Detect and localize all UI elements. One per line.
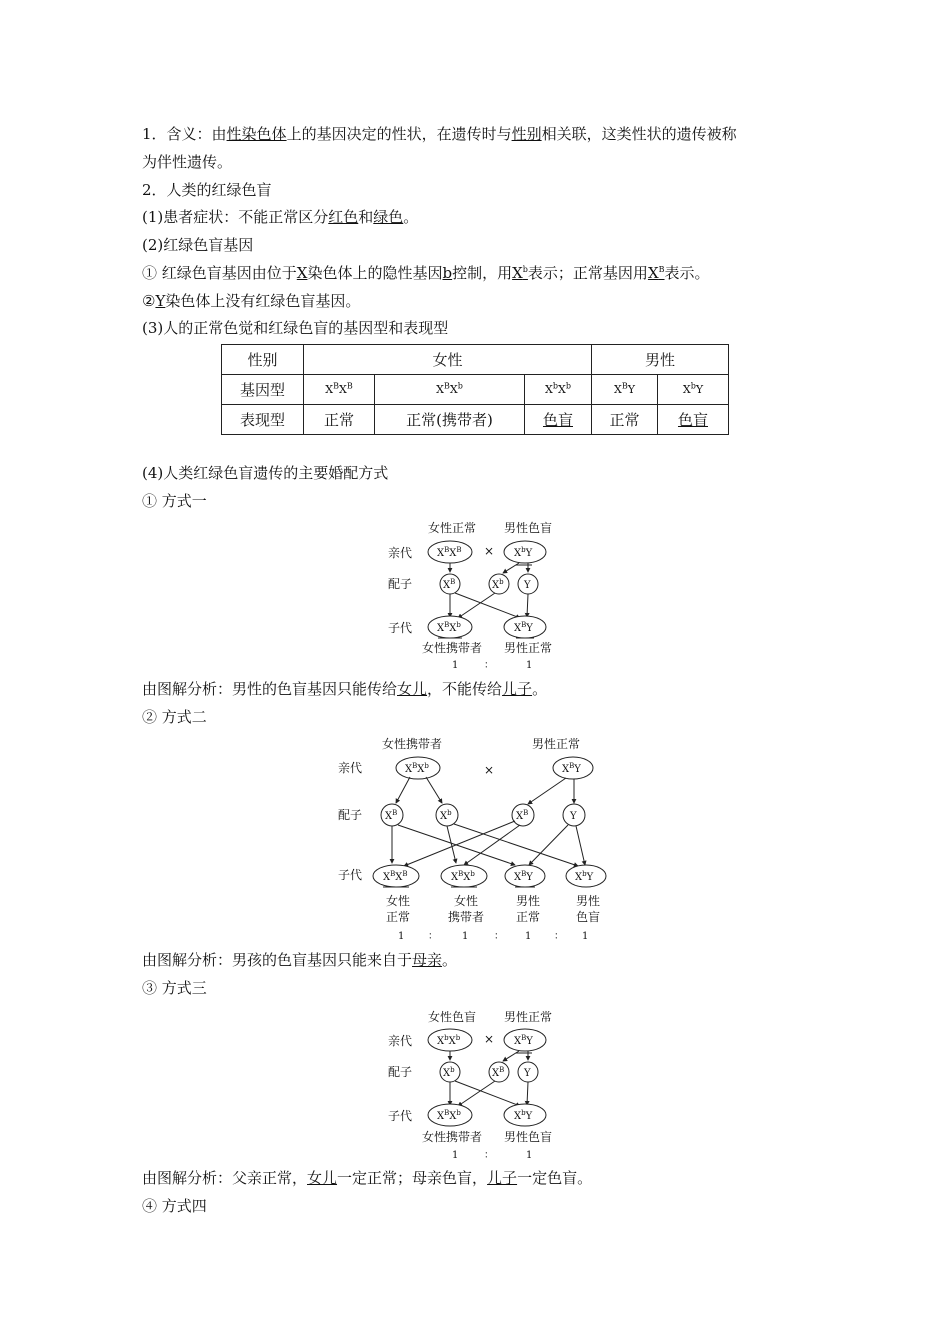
symptom-line [142, 207, 418, 227]
cross-diagram-3 [380, 1008, 580, 1163]
ratio-value: 1 [525, 931, 532, 942]
ratio-value: 1 [582, 931, 589, 942]
text: 由图解分析：男孩的色盲基因只能来自于 [142, 951, 413, 969]
gamete-row-label: 配子 [338, 808, 363, 822]
genotype-label: $X^BY$ [562, 762, 581, 775]
genotype-XBY: $X^BY$ [592, 375, 658, 405]
text: 染色体上的隐性基因 [307, 264, 443, 282]
cross-symbol: × [484, 544, 495, 558]
arrow [464, 825, 520, 865]
gamete-label: $X^B$ [492, 1066, 505, 1079]
answer-son: 儿子 [502, 680, 533, 698]
offspring-label: $X^bY$ [514, 1109, 533, 1122]
gamete-label: $X^b$ [440, 809, 452, 822]
offspring-phenotype: 女性携带者 [422, 641, 483, 655]
ratio-colon: ： [484, 660, 494, 671]
arrow [426, 777, 442, 803]
text: 表示；正常基因用 [527, 264, 648, 282]
arrow [503, 1051, 519, 1061]
answer-daughter: 女儿 [397, 680, 428, 698]
text: (1)患者症状：不能正常区分 [142, 208, 329, 226]
gamete-label: $X^b$ [443, 1066, 455, 1079]
offspring-row-label: 子代 [388, 1109, 413, 1123]
genotype-XbXb: $X^bX^b$ [525, 375, 592, 405]
arrow [396, 777, 410, 803]
subtitle-table: (3)人的正常色觉和红绿色盲的基因型和表现型 [142, 319, 449, 337]
definition-text: 上的基因决定的性状，在遗传时与 [286, 125, 512, 143]
table-header-female: 女性 [304, 345, 592, 375]
section-title: 2．人类的红绿色盲 [142, 181, 272, 199]
answer-x: X [296, 264, 308, 282]
gamete-label: $X^B$ [516, 809, 529, 822]
definition-line-2: 为伴性遗传。 [142, 153, 233, 171]
parent-row-label: 亲代 [388, 546, 413, 560]
offspring-phenotype: 男性 [516, 894, 541, 908]
text: 控制，用 [452, 264, 513, 282]
genotype-table [221, 344, 729, 435]
offspring-label: $X^BY$ [514, 870, 533, 883]
parent-female-label: 女性色盲 [428, 1010, 477, 1024]
genotype-XBXb: $X^BX^b$ [375, 375, 525, 405]
arrow [455, 593, 520, 618]
arrow [455, 1081, 520, 1106]
ratio-value: 1 [462, 931, 469, 942]
analysis-1 [142, 679, 547, 699]
gamete-row-label: 配子 [388, 577, 413, 591]
ratio-value: 1 [398, 931, 405, 942]
offspring-phenotype: 女性携带者 [422, 1130, 483, 1144]
method-2-title: ② 方式二 [142, 708, 207, 726]
genotype-XBXb-label: $X^BX^B$ [437, 546, 462, 559]
gene-line-2 [142, 291, 360, 311]
arrow [454, 824, 578, 866]
method-1-title: ① 方式一 [142, 492, 207, 510]
text: 和 [358, 208, 374, 226]
offspring-phenotype: 色盲 [576, 910, 601, 924]
offspring-label: $X^BX^B$ [383, 870, 408, 883]
arrow [576, 826, 585, 865]
offspring-label: $X^BX^b$ [437, 1109, 461, 1122]
phenotype-cell: 色盲 [525, 405, 592, 435]
gamete-label: $X^B$ [443, 578, 456, 591]
answer-sex: 性别 [511, 125, 542, 143]
parent-male-label: 男性色盲 [504, 521, 553, 535]
definition-line-1 [142, 124, 737, 144]
method-4-title: ④ 方式四 [142, 1197, 207, 1215]
phenotype-cell: 正常(携带者) [375, 405, 525, 435]
text: 。 [442, 951, 458, 969]
offspring-label: $X^BX^b$ [437, 621, 461, 634]
text: 染色体上没有红绿色盲基因。 [165, 292, 361, 310]
ratio-value: 1 [452, 1150, 459, 1161]
genotype-label: $X^bX^b$ [437, 1034, 461, 1047]
offspring-label: $X^bY$ [575, 870, 594, 883]
offspring-label: $X^BX^b$ [451, 870, 475, 883]
genotype-XBXB: $X^BX^B$ [304, 375, 375, 405]
answer-b: b [442, 264, 453, 282]
cross-diagram-1 [380, 520, 580, 672]
definition-text: 相关联，这类性状的遗传被称 [541, 125, 737, 143]
parent-female-label: 女性携带者 [382, 737, 443, 751]
gamete-label: $X^b$ [492, 578, 504, 591]
phenotype-cell: 色盲 [658, 405, 729, 435]
table-row [222, 345, 729, 375]
text: ，不能传给 [427, 680, 503, 698]
answer-daughter: 女儿 [307, 1169, 338, 1187]
parent-row-label: 亲代 [338, 761, 363, 775]
text: 一定正常；母亲色盲， [337, 1169, 488, 1187]
answer-mother: 母亲 [412, 951, 443, 969]
arrow [527, 594, 528, 617]
answer-red: 红色 [328, 208, 359, 226]
arrow [529, 825, 568, 865]
answer-green: 绿色 [373, 208, 404, 226]
answer-xb: $X^b$ [512, 264, 528, 282]
offspring-phenotype: 男性正常 [504, 641, 553, 655]
arrow [527, 1082, 528, 1105]
phenotype-cell: 正常 [304, 405, 375, 435]
table-header-male: 男性 [592, 345, 729, 375]
subtitle-marriage: (4)人类红绿色盲遗传的主要婚配方式 [142, 464, 389, 482]
method-3-title: ③ 方式三 [142, 979, 207, 997]
text: 由图解分析：男性的色盲基因只能传给 [142, 680, 398, 698]
ratio-value: 1 [452, 660, 459, 671]
genotype-label: $X^BY$ [514, 1034, 533, 1047]
row-label-genotype: 基因型 [222, 375, 304, 405]
table-row [222, 375, 729, 405]
parent-row-label: 亲代 [388, 1034, 413, 1048]
analysis-2 [142, 950, 457, 970]
text: 表示。 [664, 264, 710, 282]
answer-xB: $X^B$ [647, 264, 665, 282]
analysis-3 [142, 1168, 592, 1188]
ratio-colon: ： [554, 931, 564, 942]
ratio-value: 1 [526, 1150, 533, 1161]
offspring-phenotype: 男性 [576, 894, 601, 908]
gamete-label: Y [524, 580, 531, 591]
gamete-label: $X^B$ [385, 809, 398, 822]
answer-sex-chromosome: 性染色体 [226, 125, 287, 143]
gamete-row-label: 配子 [388, 1065, 413, 1079]
offspring-phenotype: 女性 [386, 894, 411, 908]
row-label-phenotype: 表现型 [222, 405, 304, 435]
offspring-phenotype: 正常 [386, 910, 411, 924]
text: ② [142, 292, 156, 310]
genotype-label: $X^bY$ [514, 546, 533, 559]
text: ① 红绿色盲基因由位于 [142, 264, 297, 282]
table-header-sex: 性别 [222, 345, 304, 375]
parent-female-label: 女性正常 [428, 521, 477, 535]
ratio-colon: ： [494, 931, 504, 942]
gamete-label: Y [524, 1068, 531, 1079]
text: 由图解分析：父亲正常， [142, 1169, 308, 1187]
parent-male-label: 男性正常 [532, 737, 581, 751]
genotype-XbY: $X^bY$ [658, 375, 729, 405]
offspring-row-label: 子代 [388, 621, 413, 635]
definition-text: 1．含义：由 [142, 125, 227, 143]
offspring-phenotype: 女性 [454, 894, 479, 908]
ratio-colon: ： [428, 931, 438, 942]
text: 。 [403, 208, 419, 226]
ratio-colon: ： [484, 1150, 494, 1161]
gamete-label: Y [570, 811, 577, 822]
text: 一定色盲。 [517, 1169, 593, 1187]
offspring-row-label: 子代 [338, 868, 363, 882]
gene-line-1 [142, 263, 710, 283]
table-row [222, 405, 729, 435]
cross-symbol: × [484, 1032, 495, 1046]
cross-diagram-2 [330, 735, 620, 945]
subtitle-gene: (2)红绿色盲基因 [142, 236, 254, 254]
ratio-value: 1 [526, 660, 533, 671]
answer-y: Y [155, 292, 166, 310]
cross-symbol: × [484, 763, 495, 777]
offspring-phenotype: 携带者 [448, 910, 485, 924]
text: 。 [532, 680, 548, 698]
phenotype-cell: 正常 [592, 405, 658, 435]
offspring-phenotype: 正常 [516, 910, 541, 924]
offspring-phenotype: 男性色盲 [504, 1130, 553, 1144]
genotype-label: $X^BX^b$ [405, 762, 429, 775]
offspring-label: $X^BY$ [514, 621, 533, 634]
parent-male-label: 男性正常 [504, 1010, 553, 1024]
arrow [528, 778, 566, 804]
arrow [503, 563, 519, 573]
answer-son: 儿子 [487, 1169, 518, 1187]
